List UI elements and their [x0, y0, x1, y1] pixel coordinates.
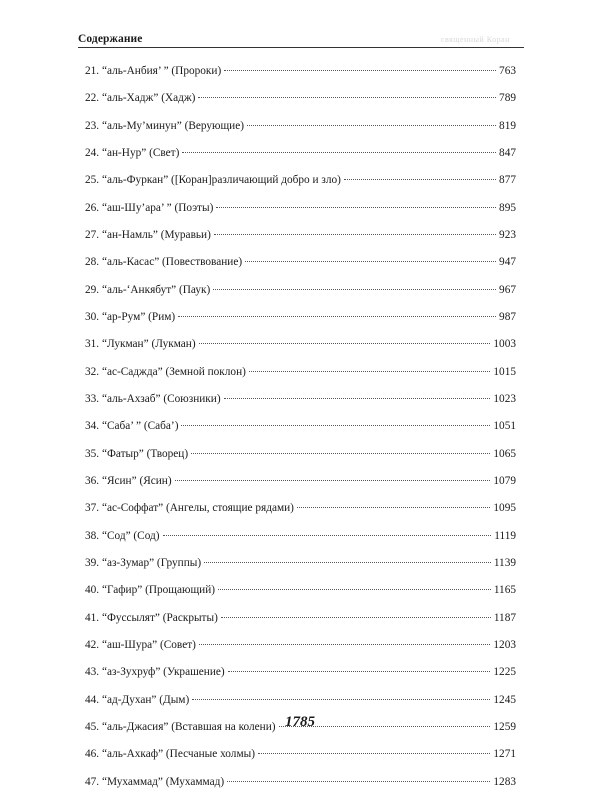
dot-leader [192, 699, 490, 700]
toc-entry-title: 36. “Ясин” (Ясин) [85, 474, 172, 487]
toc-entry-title: 27. “ан-Намль” (Муравьи) [85, 228, 211, 241]
toc-entry[interactable] [85, 333, 516, 356]
toc-entry[interactable] [85, 115, 516, 138]
dot-leader [218, 589, 491, 590]
toc-entry[interactable] [85, 525, 516, 548]
toc-entry-title: 44. “ад-Духан” (Дым) [85, 693, 190, 706]
dot-leader [245, 261, 496, 262]
toc-entry-title: 25. “аль-Фуркан” ([Коран]различающий добро и зло) [85, 174, 341, 187]
toc-entry-page: 763 [499, 65, 516, 77]
dot-leader [181, 425, 490, 426]
toc-entry[interactable] [85, 251, 516, 274]
dot-leader [213, 289, 496, 290]
toc-entry[interactable] [85, 169, 516, 192]
dot-leader [297, 507, 490, 508]
header-title: Содержание [78, 33, 143, 45]
toc-entry-title: 30. “ар-Рум” (Рим) [85, 310, 176, 323]
dot-leader [191, 453, 490, 454]
toc-entry-page: 1095 [493, 502, 516, 515]
dot-leader [228, 671, 491, 672]
toc-entry-title: 46. “аль-Ахкаф” (Песчаные холмы) [85, 748, 255, 761]
toc-entry-title: 24. “ан-Нур” (Свет) [85, 146, 180, 159]
toc-entry[interactable] [85, 607, 516, 630]
toc-entry-page: 987 [499, 310, 516, 323]
toc-entry-title: 41. “Фуссылят” (Раскрыты) [85, 611, 218, 624]
toc-entry-page: 1245 [493, 693, 516, 706]
toc-entry-title: 39. “аз-Зумар” (Группы) [85, 556, 202, 569]
toc-entry-title: 31. “Лукман” (Лукман) [85, 338, 196, 351]
toc-entry-title: 37. “ас-Соффат” (Ангелы, стоящие рядами) [85, 502, 294, 515]
toc-entry-title: 28. “аль-Касас” (Повествование) [85, 256, 243, 269]
toc-entry[interactable] [85, 579, 516, 602]
toc-entry-page: 1119 [494, 529, 516, 542]
toc-entry[interactable] [85, 689, 516, 712]
toc-entry[interactable] [85, 388, 516, 411]
table-of-contents [85, 60, 516, 794]
toc-entry-page: 1015 [493, 365, 516, 378]
toc-entry-title: 22. “аль-Хадж” (Хадж) [85, 92, 196, 105]
dot-leader [204, 562, 491, 563]
dot-leader [221, 617, 491, 618]
toc-entry-title: 43. “аз-Зухруф” (Украшение) [85, 666, 225, 679]
toc-entry-page: 1203 [493, 638, 516, 651]
toc-entry-title: 23. “аль-Му’минун” (Верующие) [85, 119, 244, 132]
toc-entry-page: 1225 [493, 666, 516, 679]
toc-entry-page: 1023 [493, 392, 516, 405]
header-rule [78, 47, 524, 48]
toc-entry-title: 40. “Гафир” (Прощающий) [85, 584, 215, 597]
toc-entry-title: 35. “Фатыр” (Творец) [85, 447, 189, 460]
dot-leader [199, 644, 491, 645]
dot-leader [175, 480, 491, 481]
toc-entry[interactable] [85, 361, 516, 384]
toc-entry[interactable] [85, 60, 516, 83]
toc-entry[interactable] [85, 661, 516, 684]
toc-entry-title: 47. “Мухаммад” (Мухаммад) [85, 775, 225, 788]
toc-entry-title: 29. “аль-‘Анкябут” (Паук) [85, 283, 211, 296]
dot-leader [224, 70, 496, 71]
toc-entry[interactable] [85, 497, 516, 520]
toc-entry-page: 1283 [493, 775, 516, 788]
dot-leader [163, 535, 492, 536]
page-number: 1785 [285, 714, 315, 730]
toc-entry-page: 923 [499, 228, 516, 241]
toc-entry-page: 967 [499, 283, 516, 296]
toc-entry-title: 21. “аль-Анбия’ ” (Пророки) [85, 65, 222, 77]
dot-leader [344, 179, 496, 180]
toc-entry-page: 1165 [493, 584, 516, 597]
dot-leader [224, 398, 491, 399]
header-faint-text: священный Коран [440, 35, 510, 44]
toc-entry-page: 789 [499, 92, 516, 105]
dot-leader [227, 781, 490, 782]
dot-leader [216, 207, 496, 208]
toc-entry-title: 33. “аль-Ахзаб” (Союзники) [85, 392, 221, 405]
dot-leader [178, 316, 496, 317]
toc-entry[interactable] [85, 197, 516, 220]
toc-entry-page: 1003 [493, 338, 516, 351]
toc-entry-page: 1187 [493, 611, 516, 624]
toc-entry-title: 32. “ас-Саджда” (Земной поклон) [85, 365, 246, 378]
dot-leader [214, 234, 496, 235]
toc-entry[interactable] [85, 279, 516, 302]
toc-entry-page: 1271 [493, 748, 516, 761]
toc-entry-page: 819 [499, 119, 516, 132]
toc-entry-page: 1259 [493, 720, 516, 733]
toc-entry[interactable] [85, 443, 516, 466]
dot-leader [258, 753, 490, 754]
toc-entry[interactable] [85, 634, 516, 657]
toc-entry-title: 38. “Сод” (Сод) [85, 529, 160, 542]
toc-entry-title: 26. “аш-Шу’ара’ ” (Поэты) [85, 201, 214, 214]
toc-entry-title: 42. “аш-Шура” (Совет) [85, 638, 196, 651]
dot-leader [182, 152, 496, 153]
toc-entry-page: 1065 [493, 447, 516, 460]
toc-entry-page: 877 [499, 174, 516, 187]
toc-entry[interactable] [85, 470, 516, 493]
running-header [78, 33, 524, 49]
toc-entry[interactable] [85, 142, 516, 165]
toc-entry[interactable] [85, 415, 516, 438]
toc-entry[interactable] [85, 87, 516, 110]
dot-leader [199, 343, 491, 344]
toc-entry-page: 1051 [493, 420, 516, 433]
toc-entry[interactable] [85, 771, 516, 794]
toc-entry[interactable] [85, 224, 516, 247]
toc-entry[interactable] [85, 552, 516, 575]
toc-entry-title: 34. “Саба’ ” (Саба’) [85, 420, 179, 433]
toc-entry-page: 847 [499, 146, 516, 159]
toc-entry[interactable] [85, 743, 516, 766]
dot-leader [198, 97, 496, 98]
dot-leader [247, 125, 496, 126]
toc-entry-page: 1079 [493, 474, 516, 487]
dot-leader [249, 371, 491, 372]
toc-entry-page: 1139 [493, 556, 516, 569]
toc-entry-page: 895 [499, 201, 516, 214]
toc-entry[interactable] [85, 306, 516, 329]
toc-entry-title: 45. “аль-Джасия” (Вставшая на колени) [85, 720, 276, 733]
toc-entry-page: 947 [499, 256, 516, 269]
